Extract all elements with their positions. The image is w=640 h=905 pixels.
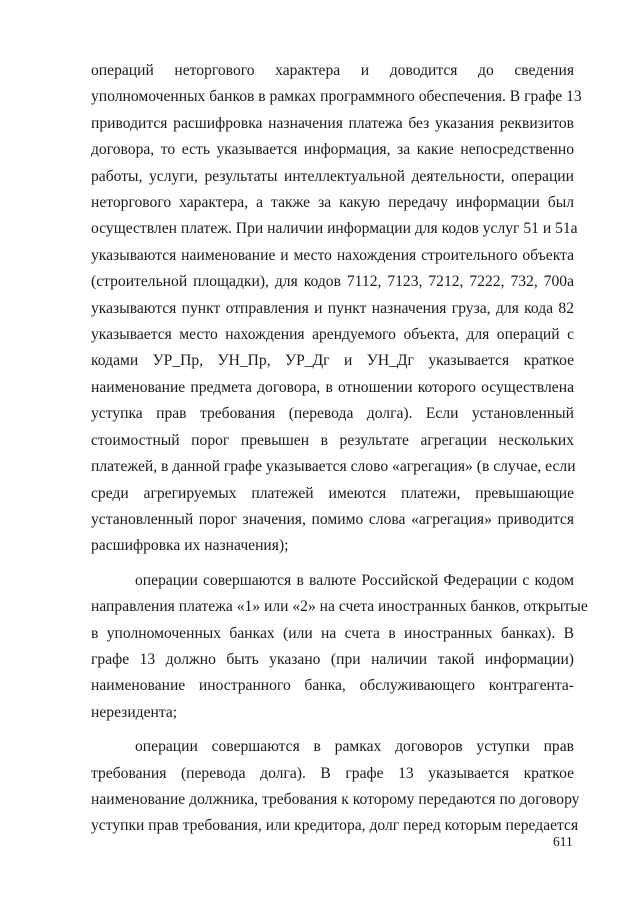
text-line: направления платежа «1» или «2» на счета иностранных банков, открытые bbox=[91, 598, 588, 616]
text-line: договора, то есть указывается информация, за какие непосредственно bbox=[91, 141, 574, 159]
text-line: операции совершаются в валюте Российской Федерации с кодом bbox=[135, 571, 574, 589]
text-line: наименование предмета договора, в отношении которого осуществлена bbox=[91, 378, 574, 396]
text-line: кодами УР_Пр, УН_Пр, УР_Дг и УН_Дг указывается краткое bbox=[91, 352, 574, 370]
text-line: нерезидента; bbox=[91, 703, 178, 721]
text-line: графе 13 должно быть указано (при наличии такой информации) bbox=[91, 650, 574, 668]
text-line: осуществлен платеж. При наличии информации для кодов услуг 51 и 51а bbox=[91, 220, 578, 238]
text-line: уступка прав требования (перевода долга). Если установленный bbox=[91, 405, 574, 423]
text-line: расшифровка их назначения); bbox=[91, 537, 289, 555]
text-line: установленный порог значения, помимо слова «агрегация» приводится bbox=[91, 510, 574, 528]
text-line: среди агрегируемых платежей имеются платежи, превышающие bbox=[91, 484, 574, 502]
text-line: в уполномоченных банках (или на счета в иностранных банках). В bbox=[91, 624, 574, 642]
text-line: (строительной площадки), для кодов 7112, 7123, 7212, 7222, 732, 700а bbox=[91, 273, 574, 291]
text-line: указываются наименование и место нахождения строительного объекта bbox=[91, 246, 574, 264]
body-text bbox=[91, 58, 588, 840]
text-line: указываются пункт отправления и пункт назначения груза, для кода 82 bbox=[91, 299, 574, 317]
page-number: 611 bbox=[553, 834, 573, 849]
text-line: наименование должника, требования к которому передаются по договору bbox=[91, 790, 580, 808]
text-line: наименование иностранного банка, обслуживающего контрагента- bbox=[91, 677, 574, 695]
text-line: операции совершаются в рамках договоров уступки прав bbox=[135, 738, 574, 756]
text-line: неторгового характера, а также за какую передачу информации был bbox=[91, 194, 574, 212]
paragraph-2 bbox=[91, 568, 588, 726]
text-line: стоимостный порог превышен в результате агрегации нескольких bbox=[91, 431, 574, 449]
text-line: уполномоченных банков в рамках программного обеспечения. В графе 13 bbox=[91, 88, 582, 106]
text-line: приводится расшифровка назначения платежа без указания реквизитов bbox=[91, 114, 574, 132]
paragraph-3 bbox=[91, 734, 580, 840]
text-line: операций неторгового характера и доводится до сведения bbox=[91, 62, 574, 79]
text-line: работы, услуги, результаты интеллектуальной деятельности, операции bbox=[91, 167, 574, 185]
text-line: уступки прав требования, или кредитора, долг перед которым передается bbox=[91, 817, 579, 835]
text-line: указывается место нахождения арендуемого объекта, для операций с bbox=[91, 326, 574, 344]
paragraph-1 bbox=[91, 58, 582, 560]
text-line: платежей, в данной графе указывается слово «агрегация» (в случае, если bbox=[91, 458, 576, 476]
text-line: требования (перевода долга). В графе 13 указывается краткое bbox=[91, 764, 574, 782]
